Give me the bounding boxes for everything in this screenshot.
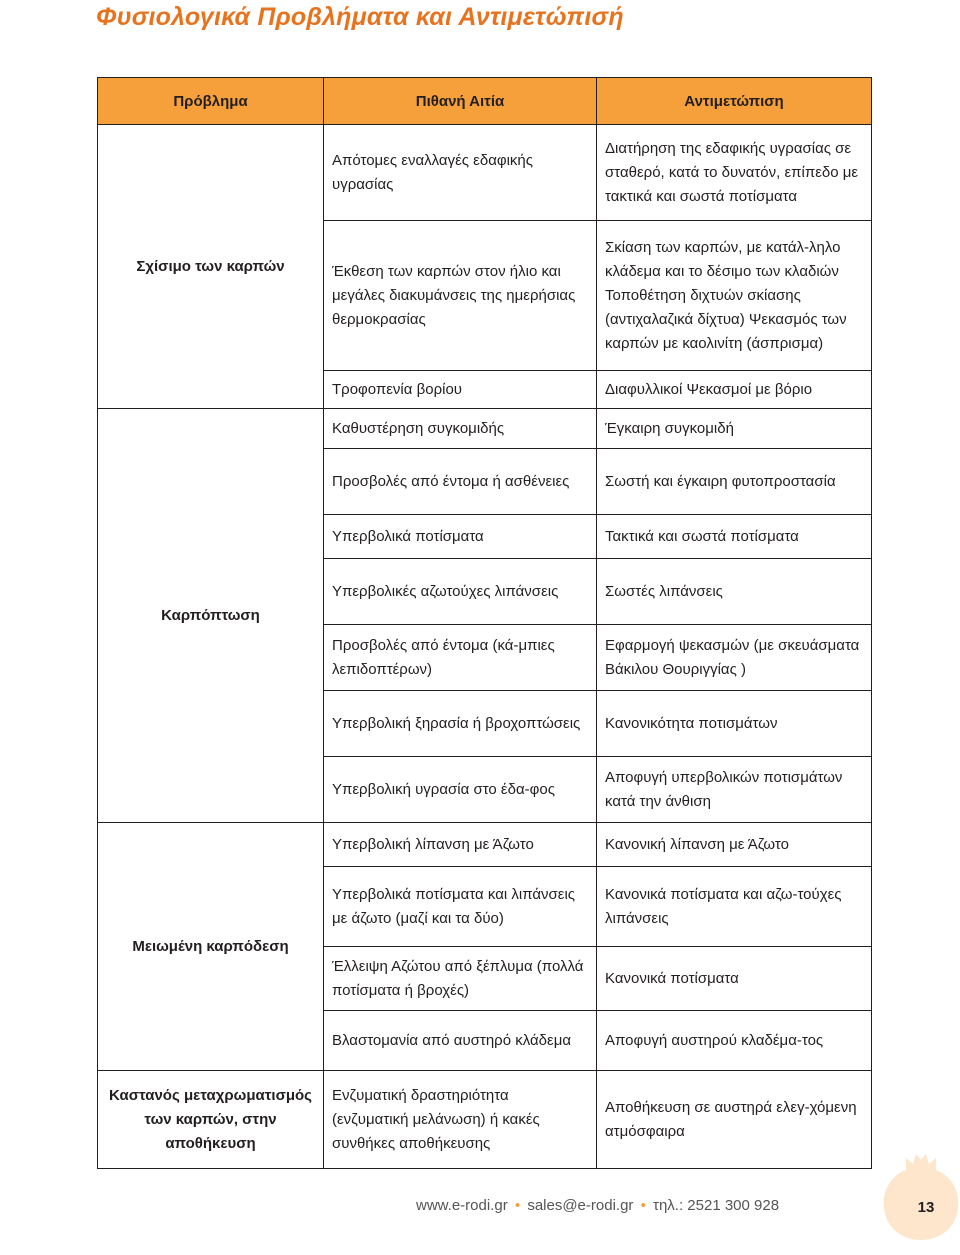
cause-cell: Έλλειψη Αζώτου από ξέπλυμα (πολλά ποτίσματα ή βροχές) — [324, 947, 597, 1011]
footer-website[interactable]: www.e-rodi.gr — [416, 1197, 508, 1214]
header-treatment: Αντιμετώπιση — [597, 78, 872, 125]
footer-separator: • — [514, 1197, 521, 1214]
problem-cell: Μειωμένη καρπόδεση — [98, 823, 324, 1071]
treatment-cell: Κανονικά ποτίσματα — [597, 947, 872, 1011]
cause-cell: Έκθεση των καρπών στον ήλιο και μεγάλες διακυμάνσεις της ημερήσιας θερμοκρασίας — [324, 221, 597, 371]
table-row — [98, 1071, 872, 1169]
cause-cell: Ενζυματική δραστηριότητα (ενζυματική μελάνωση) ή κακές συνθήκες αποθήκευσης — [324, 1071, 597, 1169]
treatment-cell: Κανονικά ποτίσματα και αζω-τούχες λιπάνσεις — [597, 867, 872, 947]
cause-cell: Υπερβολικά ποτίσματα — [324, 515, 597, 559]
treatment-cell: Τακτικά και σωστά ποτίσματα — [597, 515, 872, 559]
cause-cell: Προσβολές από έντομα ή ασθένειες — [324, 449, 597, 515]
treatment-cell: Σωστή και έγκαιρη φυτοπροστασία — [597, 449, 872, 515]
footer-contact — [416, 1197, 779, 1214]
treatment-cell: Αποθήκευση σε αυστηρά ελεγ-χόμενη ατμόσφαιρα — [597, 1071, 872, 1169]
treatment-cell: Κανονικότητα ποτισμάτων — [597, 691, 872, 757]
treatment-cell: Σκίαση των καρπών, με κατάλ-ληλο κλάδεμα και το δέσιμο των κλαδιών Τοποθέτηση διχτυών σκίασης (αντιχαλαζικά δίχτυα) Ψεκασμός των καρπών με καολινίτη (άσπρισμα) — [597, 221, 872, 371]
treatment-cell: Αποφυγή αυστηρού κλαδέμα-τος — [597, 1011, 872, 1071]
problem-cell: Καρπόπτωση — [98, 409, 324, 823]
pomegranate-decoration-icon — [880, 1152, 960, 1242]
table-header-row — [98, 78, 872, 125]
cause-cell: Υπερβολικές αζωτούχες λιπάνσεις — [324, 559, 597, 625]
page-number: 13 — [917, 1199, 935, 1216]
table-row — [98, 409, 872, 449]
cause-cell: Υπερβολική λίπανση με Άζωτο — [324, 823, 597, 867]
problem-cell: Καστανός μεταχρωματισμός των καρπών, στην αποθήκευση — [98, 1071, 324, 1169]
cause-cell: Υπερβολικά ποτίσματα και λιπάνσεις με άζωτο (μαζί και τα δύο) — [324, 867, 597, 947]
table-row — [98, 125, 872, 221]
treatment-cell: Αποφυγή υπερβολικών ποτισμάτων κατά την άνθιση — [597, 757, 872, 823]
treatment-cell: Διαφυλλικοί Ψεκασμοί με βόριο — [597, 371, 872, 409]
treatment-cell: Κανονική λίπανση με Άζωτο — [597, 823, 872, 867]
header-cause: Πιθανή Αιτία — [324, 78, 597, 125]
cause-cell: Καθυστέρηση συγκομιδής — [324, 409, 597, 449]
treatment-cell: Σωστές λιπάνσεις — [597, 559, 872, 625]
page-title: Φυσιολογικά Προβλήματα και Αντιμετώπισή — [96, 3, 624, 31]
treatment-cell: Έγκαιρη συγκομιδή — [597, 409, 872, 449]
table-row — [98, 823, 872, 867]
treatment-cell: Εφαρμογή ψεκασμών (με σκευάσματα Βάκιλου Θουριγγίας ) — [597, 625, 872, 691]
cause-cell: Απότομες εναλλαγές εδαφικής υγρασίας — [324, 125, 597, 221]
footer-phone: τηλ.: 2521 300 928 — [653, 1197, 780, 1214]
cause-cell: Προσβολές από έντομα (κά-μπιες λεπιδοπτέρων) — [324, 625, 597, 691]
cause-cell: Βλαστομανία από αυστηρό κλάδεμα — [324, 1011, 597, 1071]
treatment-cell: Διατήρηση της εδαφικής υγρασίας σε σταθερό, κατά το δυνατόν, επίπεδο με τακτικά και σωστά ποτίσματα — [597, 125, 872, 221]
footer-separator: • — [640, 1197, 646, 1214]
cause-cell: Υπερβολική ξηρασία ή βροχοπτώσεις — [324, 691, 597, 757]
header-problem: Πρόβλημα — [98, 78, 324, 125]
problems-table — [97, 77, 872, 1169]
problem-cell: Σχίσιμο των καρπών — [98, 125, 324, 409]
cause-cell: Τροφοπενία βορίου — [324, 371, 597, 409]
cause-cell: Υπερβολική υγρασία στο έδα-φος — [324, 757, 597, 823]
footer-email[interactable]: sales@e-rodi.gr — [527, 1197, 634, 1214]
